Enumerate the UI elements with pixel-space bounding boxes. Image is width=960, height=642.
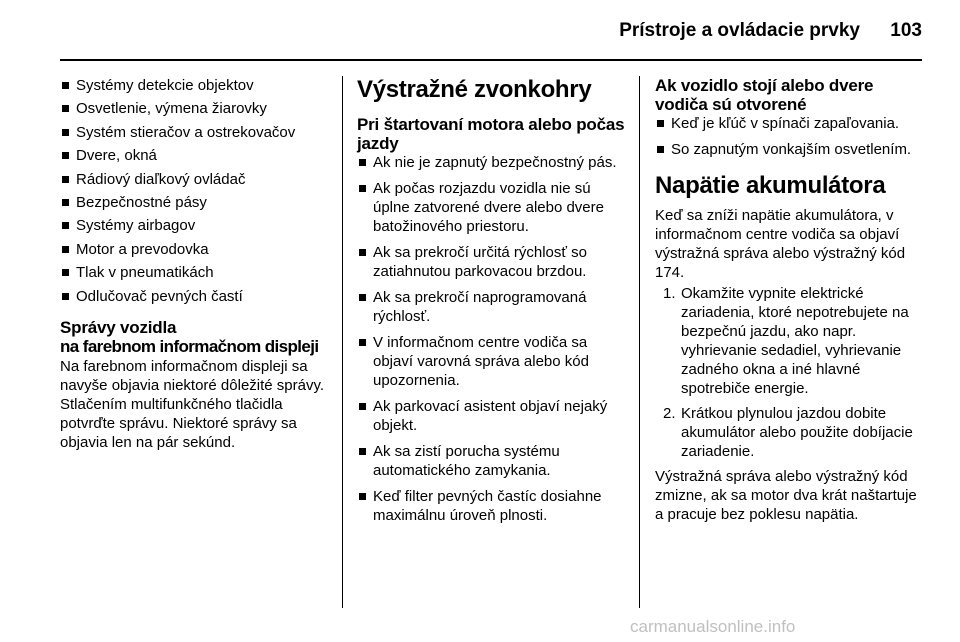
step-text: Okamžite vypnite elektrické zariadenia, ktoré nepotrebujete na bezpečnú jazdu, ako napr. vyhrievanie sedadiel, vyhrievanie zadného okna a iné hlavné spotrebiče energie.: [681, 285, 909, 397]
step-text: Krátkou plynulou jazdou dobite akumulátor alebo použite dobíjacie zariadenie.: [681, 405, 913, 460]
column-3: [655, 76, 925, 524]
heading-line: Správy vozidla: [60, 317, 177, 337]
list-item: Keď filter pevných častíc dosiahne maximálnu úroveň plnosti.: [357, 487, 627, 525]
stationary-chime-list: [655, 114, 925, 159]
list-item: Ak nie je zapnutý bezpečnostný pás.: [357, 153, 627, 172]
battery-outro-paragraph: Výstražná správa alebo výstražný kód zmizne, ak sa motor dva krát naštartuje a pracuje bez poklesu napätia.: [655, 468, 917, 523]
list-item: Ak počas rozjazdu vozidla nie sú úplne zatvorené dvere alebo dvere batožinového priestoru.: [357, 179, 627, 236]
list-item: V informačnom centre vodiča sa objaví varovná správa alebo kód upozornenia.: [357, 333, 627, 390]
step-number: 1.: [663, 285, 676, 302]
column-1: [60, 76, 335, 452]
step-item: [655, 404, 925, 461]
column-divider-left: [342, 76, 343, 608]
list-item: Ak sa prekročí naprogramovaná rýchlosť.: [357, 288, 627, 326]
list-item: Tlak v pneumatikách: [60, 263, 335, 282]
subheading-starting-driving: Pri štartovaní motora alebo počas jazdy: [357, 115, 625, 153]
heading-line: na farebnom informačnom displeji: [60, 336, 319, 356]
section-heading-vehicle-messages: [60, 318, 335, 356]
watermark: carmanualsonline.info: [630, 617, 796, 636]
subheading-vehicle-stationary: Ak vozidlo stojí alebo dvere vodiča sú otvorené: [655, 76, 874, 114]
list-item: Keď je kľúč v spínači zapaľovania.: [655, 114, 925, 133]
list-item: Systém stieračov a ostrekovačov: [60, 123, 335, 142]
header-rule: [60, 59, 922, 61]
topic-list: [60, 76, 335, 306]
battery-steps: [655, 284, 925, 461]
column-divider-right: [639, 76, 640, 608]
list-item: Systémy detekcie objektov: [60, 76, 335, 95]
list-item: Dvere, okná: [60, 146, 335, 165]
battery-intro-paragraph: Keď sa zníži napätie akumulátora, v informačnom centre vodiča sa objaví výstražná správa alebo výstražný kód 174.: [655, 207, 906, 281]
section-heading-battery-voltage: Napätie akumulátora: [655, 172, 886, 199]
list-item: Systémy airbagov: [60, 216, 335, 235]
column-2: [357, 76, 627, 532]
list-item: So zapnutým vonkajším osvetlením.: [655, 140, 925, 159]
chime-condition-list: [357, 153, 627, 525]
list-item: Rádiový diaľkový ovládač: [60, 170, 335, 189]
step-number: 2.: [663, 405, 676, 422]
step-item: [655, 284, 925, 398]
page-number: 103: [890, 20, 922, 41]
list-item: Ak parkovací asistent objaví nejaký objekt.: [357, 397, 627, 435]
list-item: Motor a prevodovka: [60, 240, 335, 259]
section-heading-warning-chimes: Výstražné zvonkohry: [357, 76, 592, 103]
section-paragraph: Na farebnom informačnom displeji sa navyše objavia niektoré dôležité správy. Stlačením multifunkčného tlačidla potvrďte správu. Niektoré správy sa objavia len na pár sekúnd.: [60, 357, 325, 451]
page-header-title: Prístroje a ovládacie prvky: [619, 20, 860, 41]
list-item: Bezpečnostné pásy: [60, 193, 335, 212]
list-item: Odlučovač pevných častí: [60, 287, 335, 306]
list-item: Osvetlenie, výmena žiarovky: [60, 99, 335, 118]
list-item: Ak sa prekročí určitá rýchlosť so zatiahnutou parkovacou brzdou.: [357, 243, 627, 281]
list-item: Ak sa zistí porucha systému automatického zamykania.: [357, 442, 627, 480]
